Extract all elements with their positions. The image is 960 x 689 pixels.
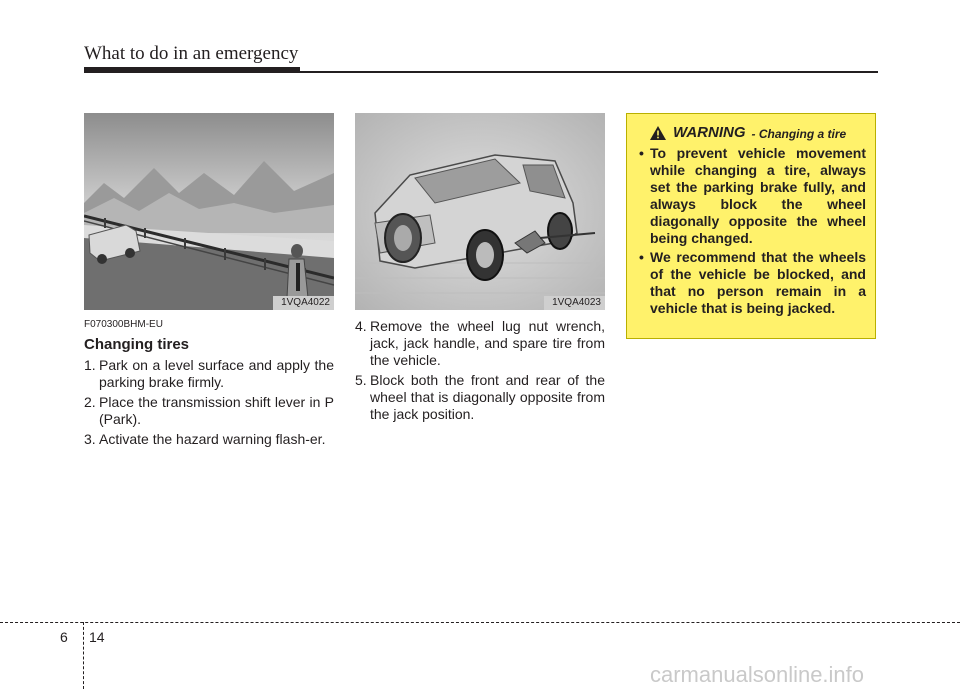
warning-item: • To prevent vehicle movement while changing a tire, always set the parking brake fully, and always block the wheel diagonally opposite the wheel being changed. [639, 145, 866, 246]
middle-column [355, 318, 605, 426]
left-column [84, 319, 334, 451]
step-item: 1. Park on a level surface and apply the parking brake firmly. [84, 357, 334, 390]
steps-list [84, 357, 334, 448]
warning-title: WARNING [673, 124, 746, 141]
steps-list [355, 318, 605, 423]
step-item: 4. Remove the wheel lug nut wrench, jack, jack handle, and spare tire from the vehicle. [355, 318, 605, 368]
warning-box [626, 113, 876, 339]
footer-rule [0, 622, 960, 623]
section-heading: Changing tires [84, 336, 190, 353]
page-number: 14 [89, 629, 105, 645]
figure-jacked-suv [355, 113, 605, 310]
chapter-number: 6 [60, 629, 68, 645]
header-rule-thin [84, 71, 878, 73]
highway-illustration [84, 113, 334, 310]
warning-list [639, 145, 866, 317]
step-item: 5. Block both the front and rear of the wheel that is diagonally opposite from the jack position. [355, 372, 605, 422]
footer-divider [83, 622, 84, 689]
figure-caption: 1VQA4023 [544, 296, 605, 310]
warning-triangle-icon [649, 125, 667, 141]
step-item: 3. Activate the hazard warning flash-er. [84, 431, 326, 447]
suv-jack-illustration [355, 113, 605, 310]
warning-header [649, 124, 866, 141]
page-title: What to do in an emergency [84, 43, 299, 64]
warning-item: • We recommend that the wheels of the vehicle be blocked, and that no person remain in a vehicle that is being jacked. [639, 249, 866, 316]
figure-caption: 1VQA4022 [273, 296, 334, 310]
watermark: carmanualsonline.info [650, 662, 865, 687]
section-code: F070300BHM-EU [84, 319, 163, 330]
step-item: 2. Place the transmission shift lever in P (Park). [84, 394, 334, 427]
figure-highway-roadside [84, 113, 334, 310]
warning-subtitle: - Changing a tire [751, 127, 847, 141]
